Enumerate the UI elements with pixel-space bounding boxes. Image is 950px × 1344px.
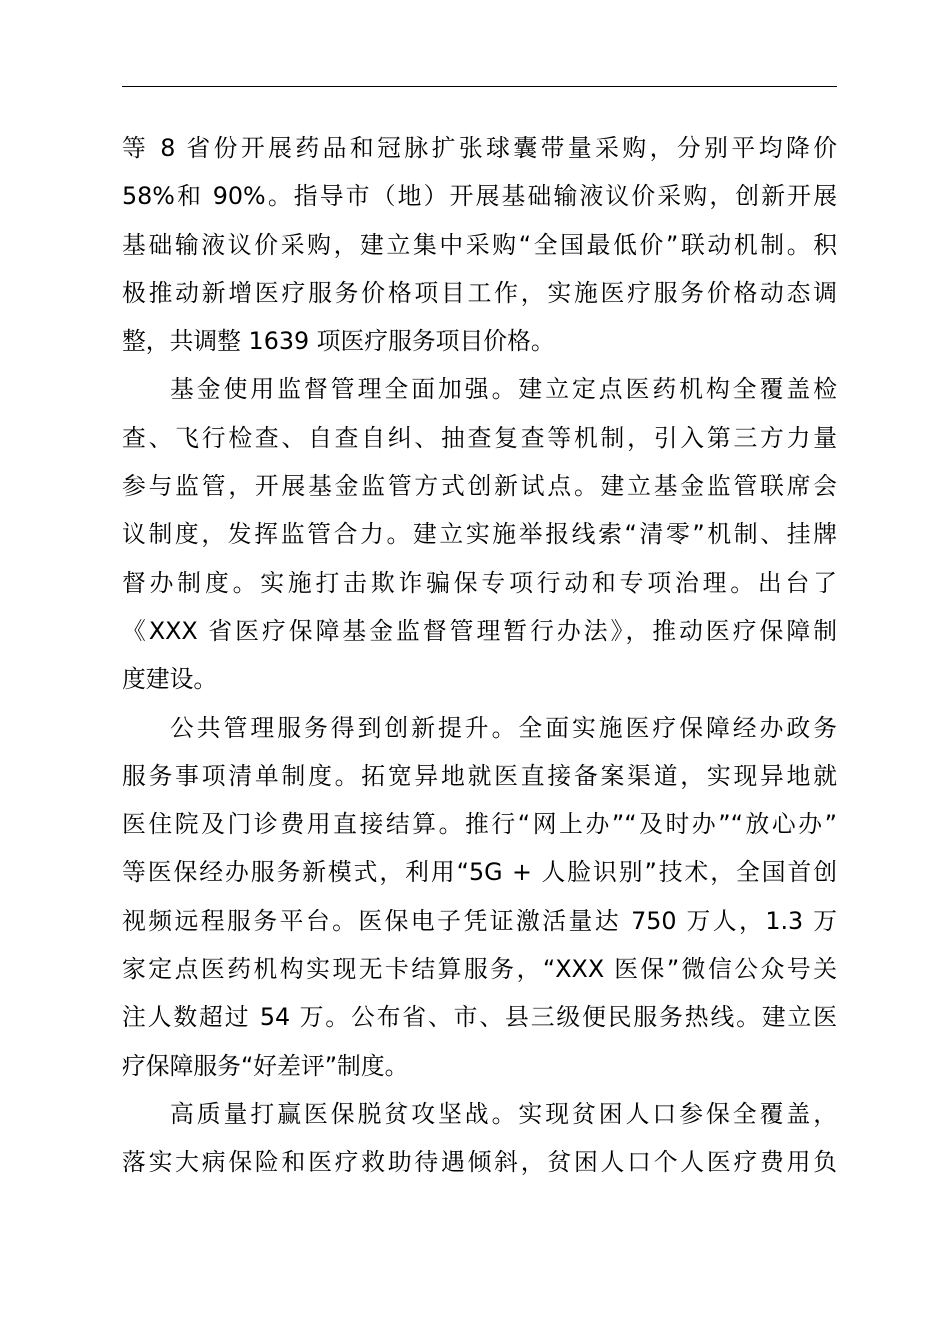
- text-line: 注人数超过 54 万。公布省、市、县三级便民服务热线。建立医: [122, 1003, 837, 1032]
- text-line: 高质量打赢医保脱贫攻坚战。实现贫困人口参保全覆盖，: [170, 1099, 837, 1128]
- text-line: 家定点医药机构实现无卡结算服务，“XXX 医保”微信公众号关: [122, 955, 837, 984]
- text-line: 度建设。: [122, 665, 218, 694]
- text-line: 视频远程服务平台。医保电子凭证激活量达 750 万人，1.3 万: [122, 906, 837, 935]
- paragraph-3: [122, 704, 837, 1090]
- text-line: 等 8 省份开展药品和冠脉扩张球囊带量采购，分别平均降价: [122, 134, 837, 162]
- text-line: 查、飞行检查、自查自纠、抽查复查等机制，引入第三方力量: [122, 423, 837, 452]
- text-line: 等医保经办服务新模式，利用“5G + 人脸识别”技术，全国首创: [122, 858, 837, 887]
- text-line: 议制度，发挥监管合力。建立实施举报线索“清零”机制、挂牌: [122, 520, 837, 549]
- text-line: 督办制度。实施打击欺诈骗保专项行动和专项治理。出台了: [122, 568, 837, 597]
- text-line: 服务事项清单制度。拓宽异地就医直接备案渠道，实现异地就: [122, 761, 837, 790]
- paragraph-4: [122, 1090, 837, 1187]
- text-line: 58%和 90%。指导市（地）开展基础输液议价采购，创新开展: [122, 182, 837, 211]
- text-line: 落实大病保险和医疗救助待遇倾斜，贫困人口个人医疗费用负: [122, 1148, 837, 1177]
- text-line: 基础输液议价采购，建立集中采购“全国最低价”联动机制。积: [122, 230, 837, 259]
- text-line: 医住院及门诊费用直接结算。推行“网上办”“及时办”“放心办”: [122, 810, 837, 839]
- paragraph-1: [122, 124, 837, 365]
- header-rule: [122, 86, 837, 87]
- paragraph-2: [122, 365, 837, 703]
- document-body: [122, 124, 837, 1187]
- text-line: 基金使用监督管理全面加强。建立定点医药机构全覆盖检: [170, 375, 837, 404]
- text-line: 疗保障服务“好差评”制度。: [122, 1051, 409, 1080]
- text-line: 整，共调整 1639 项医疗服务项目价格。: [122, 327, 555, 356]
- text-line: 公共管理服务得到创新提升。全面实施医疗保障经办政务: [170, 713, 837, 742]
- text-line: 极推动新增医疗服务价格项目工作，实施医疗服务价格动态调: [122, 278, 837, 307]
- text-line: 参与监管，开展基金监管方式创新试点。建立基金监管联席会: [122, 472, 837, 501]
- text-line: 《XXX 省医疗保障基金监督管理暂行办法》，推动医疗保障制: [122, 616, 837, 645]
